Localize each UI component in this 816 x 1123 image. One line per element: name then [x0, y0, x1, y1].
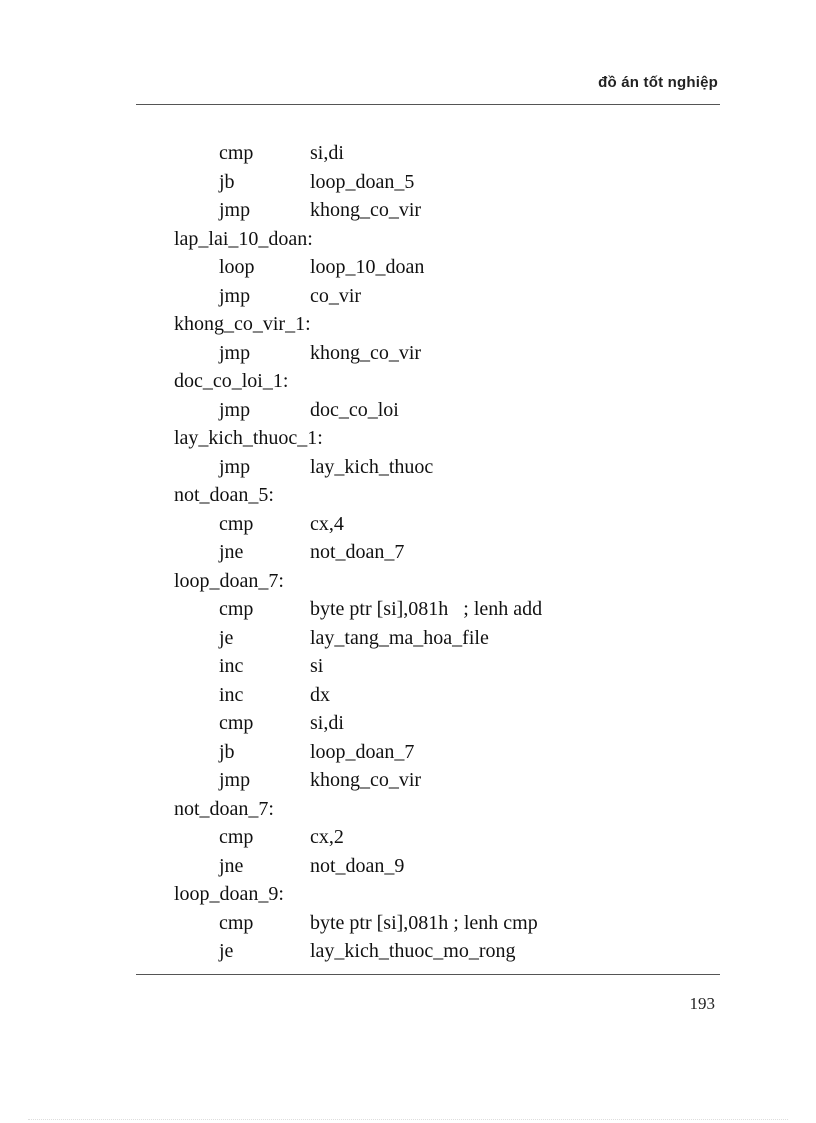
code-label: lap_lai_10_doan: — [174, 227, 313, 250]
code-label-line — [0, 310, 816, 339]
code-instruction-line — [0, 652, 816, 681]
code-operand: loop_10_doan — [310, 256, 425, 278]
code-operand: not_doan_7 — [310, 541, 405, 563]
page-header-title: đồ án tốt nghiệp — [598, 74, 718, 91]
code-instruction-line — [0, 510, 816, 539]
code-instruction-line — [0, 253, 816, 282]
code-label-line — [0, 481, 816, 510]
code-opcode: cmp — [219, 712, 254, 734]
code-instruction-line — [0, 766, 816, 795]
code-opcode: je — [219, 626, 234, 649]
code-label-line — [0, 880, 816, 909]
code-instruction-line — [0, 282, 816, 311]
code-opcode: jmp — [219, 398, 251, 421]
code-opcode: je — [219, 940, 234, 962]
code-opcode: jmp — [219, 284, 251, 307]
code-instruction-line — [0, 709, 816, 738]
page-number: 193 — [689, 994, 715, 1013]
code-operand: co_vir — [310, 284, 362, 307]
code-label-line — [0, 567, 816, 596]
code-operand: lay_kich_thuoc_mo_rong — [310, 940, 516, 962]
code-operand: loop_doan_5 — [310, 170, 415, 193]
code-opcode: cmp — [219, 911, 254, 934]
code-operand: dx — [310, 683, 330, 706]
code-operand: byte ptr [si],081h ; lenh cmp — [310, 911, 538, 934]
code-instruction-line — [0, 396, 816, 425]
code-opcode: jne — [219, 541, 244, 563]
code-operand: khong_co_vir — [310, 769, 422, 791]
code-operand: cx,2 — [310, 826, 344, 848]
code-label-line — [0, 795, 816, 824]
code-instruction-line — [0, 595, 816, 624]
code-operand: doc_co_loi — [310, 398, 399, 421]
code-opcode: loop — [219, 256, 255, 278]
code-instruction-line — [0, 681, 816, 710]
code-label: loop_doan_7: — [174, 569, 284, 592]
code-instruction-line — [0, 139, 816, 168]
code-operand: loop_doan_7 — [310, 740, 415, 763]
code-instruction-line — [0, 624, 816, 653]
code-opcode: inc — [219, 683, 244, 706]
code-label: lay_kich_thuoc_1: — [174, 427, 323, 449]
code-operand: si,di — [310, 712, 344, 734]
code-label: khong_co_vir_1: — [174, 313, 311, 335]
code-label: loop_doan_9: — [174, 883, 284, 905]
code-instruction-line — [0, 852, 816, 881]
code-opcode: jmp — [219, 769, 251, 791]
page-bottom-edge — [28, 1119, 788, 1120]
code-instruction-line — [0, 937, 816, 966]
code-instruction-line — [0, 538, 816, 567]
footer-divider — [136, 974, 720, 975]
code-opcode: jne — [219, 854, 244, 877]
code-opcode: cmp — [219, 598, 254, 620]
code-opcode: jmp — [219, 341, 251, 364]
code-opcode: jmp — [219, 455, 251, 478]
code-instruction-line — [0, 909, 816, 938]
code-label: not_doan_7: — [174, 797, 274, 820]
code-operand: lay_kich_thuoc — [310, 455, 434, 478]
code-operand: si,di — [310, 142, 344, 164]
code-operand: khong_co_vir — [310, 199, 422, 221]
code-operand: lay_tang_ma_hoa_file — [310, 626, 489, 649]
code-opcode: cmp — [219, 512, 254, 535]
code-opcode: jmp — [219, 199, 251, 221]
code-label-line — [0, 367, 816, 396]
code-label-line — [0, 225, 816, 254]
code-opcode: jb — [219, 170, 235, 193]
code-label: doc_co_loi_1: — [174, 370, 289, 392]
code-instruction-line — [0, 339, 816, 368]
code-operand: cx,4 — [310, 512, 344, 535]
code-operand: byte ptr [si],081h ; lenh add — [310, 598, 543, 620]
code-listing — [0, 139, 816, 966]
code-instruction-line — [0, 823, 816, 852]
code-opcode: cmp — [219, 142, 254, 164]
code-instruction-line — [0, 738, 816, 767]
code-instruction-line — [0, 453, 816, 482]
code-instruction-line — [0, 168, 816, 197]
code-operand: not_doan_9 — [310, 854, 405, 877]
code-operand: khong_co_vir — [310, 341, 422, 364]
code-opcode: jb — [219, 740, 235, 763]
header-divider — [136, 104, 720, 105]
code-opcode: inc — [219, 655, 244, 677]
code-instruction-line — [0, 196, 816, 225]
code-label: not_doan_5: — [174, 484, 274, 506]
code-opcode: cmp — [219, 826, 254, 848]
code-operand: si — [310, 655, 324, 677]
code-label-line — [0, 424, 816, 453]
